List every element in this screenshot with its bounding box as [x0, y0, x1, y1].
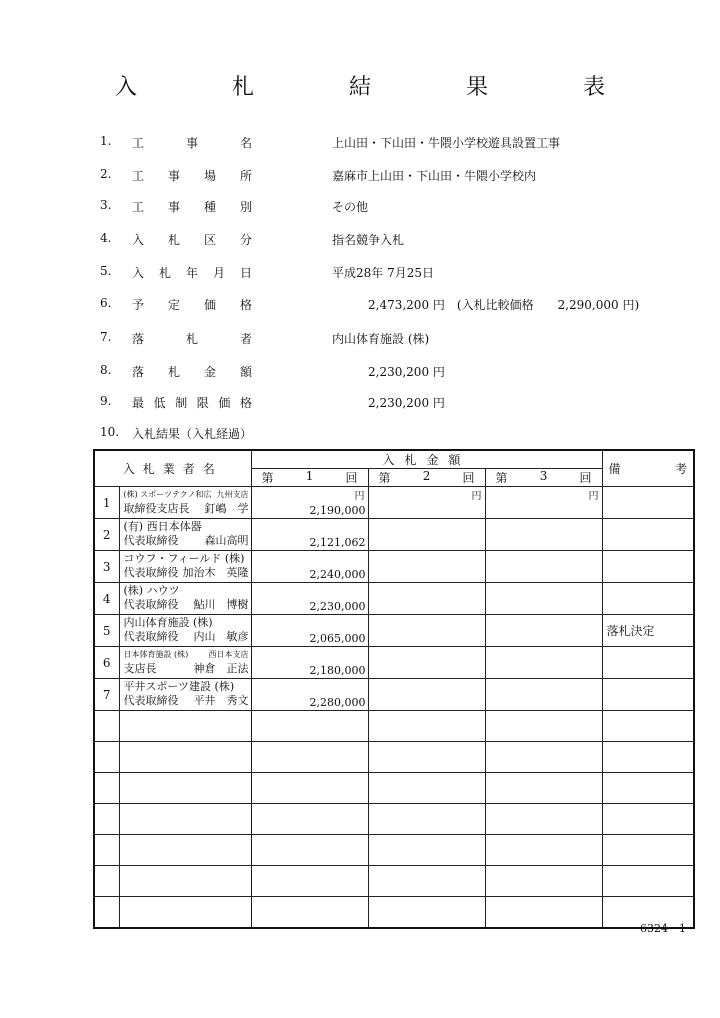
empty-cell	[368, 897, 485, 929]
bidder-company	[124, 584, 249, 598]
bid-amount-round-2	[368, 519, 485, 551]
bidder-representative	[124, 566, 249, 580]
empty-cell	[119, 804, 251, 835]
bid-amount-round-2	[368, 647, 485, 679]
item-number: 5.	[100, 264, 112, 278]
empty-cell	[94, 804, 119, 835]
row-number: 2	[94, 519, 119, 551]
item-label-char: 入	[132, 266, 145, 280]
bid-amount-value: 2,121,062	[309, 536, 366, 549]
header-remarks: 備 考	[602, 450, 694, 487]
item-value: 2,230,200 円	[368, 396, 445, 410]
bid-amount-round-1	[251, 615, 368, 647]
item-number: 3.	[100, 198, 112, 212]
item-label	[132, 330, 252, 347]
bidder-representative	[124, 534, 249, 548]
item-label-char: 制	[175, 396, 188, 410]
bid-amount-round-1	[251, 679, 368, 711]
empty-cell	[485, 773, 602, 804]
empty-cell	[251, 711, 368, 742]
bid-amount-round-1	[251, 583, 368, 615]
item-number: 10.	[100, 425, 120, 439]
remarks-cell	[602, 679, 694, 711]
empty-cell	[94, 866, 119, 897]
empty-cell	[485, 804, 602, 835]
bidder-company-part: (株) ハウツ	[123, 584, 180, 597]
bid-amount-value: 2,230,000	[309, 600, 366, 613]
item-number: 1.	[100, 134, 112, 148]
empty-cell	[94, 835, 119, 866]
item-label-char: 種	[203, 200, 216, 214]
empty-cell	[368, 835, 485, 866]
item-label-char: 日	[239, 266, 252, 280]
item-label-char: 予	[132, 298, 145, 312]
remarks-cell	[602, 551, 694, 583]
item-label-char: 札	[185, 332, 198, 346]
item-label-char: 金	[203, 365, 216, 379]
empty-cell	[94, 742, 119, 773]
bidder-representative-part: 代表取締役	[123, 534, 179, 547]
bidder-representative-part: 支店長	[123, 662, 157, 675]
empty-cell	[119, 742, 251, 773]
table-row	[94, 647, 694, 679]
empty-cell	[485, 835, 602, 866]
empty-cell	[251, 804, 368, 835]
bid-amount-value: 2,280,000	[309, 696, 366, 709]
item-label-char: 区	[203, 233, 216, 247]
bid-amount-round-1	[251, 647, 368, 679]
round-label-part: 回	[462, 471, 475, 485]
bid-amount-round-2	[368, 551, 485, 583]
bid-amount-round-2	[368, 679, 485, 711]
item-label	[132, 167, 252, 184]
bidder-company	[124, 520, 249, 534]
bidder-name	[119, 551, 251, 583]
item-label-char: 所	[239, 169, 252, 183]
bid-amount-round-2	[368, 615, 485, 647]
bidder-company-part: (株) スポーツテクノ和広	[123, 490, 212, 499]
item-label-char: 事	[185, 136, 198, 150]
round-label-part: 回	[579, 471, 592, 485]
item-number: 6.	[100, 296, 112, 310]
item-label-char: 年	[185, 266, 198, 280]
empty-cell	[485, 866, 602, 897]
bid-amount-value: 2,180,000	[309, 664, 366, 677]
row-number: 5	[94, 615, 119, 647]
empty-cell	[119, 897, 251, 929]
table-row	[94, 551, 694, 583]
bidder-representative-part: 代表取締役	[123, 598, 179, 611]
round-label-part: 回	[345, 471, 358, 485]
bid-amount-round-2	[368, 487, 485, 519]
item-label	[132, 296, 252, 313]
item-label-char: 価	[218, 396, 231, 410]
bidder-company	[124, 552, 249, 566]
bidder-company-part: 九州支店	[216, 490, 249, 499]
table-row	[94, 679, 694, 711]
item-label-char: 落	[132, 365, 145, 379]
round-label-part: 第	[261, 471, 274, 485]
bidder-name	[119, 647, 251, 679]
item-label-char: 入札結果（入札経過）	[132, 427, 253, 441]
empty-cell	[485, 711, 602, 742]
item-label	[132, 231, 252, 248]
row-number: 7	[94, 679, 119, 711]
item-number: 8.	[100, 363, 112, 377]
item-label	[132, 394, 252, 411]
item-label	[132, 363, 252, 380]
item-number: 4.	[100, 231, 112, 245]
bidder-representative-part: 平井 秀文	[193, 694, 249, 707]
empty-cell	[368, 742, 485, 773]
bidder-representative-part: 森山高明	[204, 534, 249, 547]
bid-amount-round-1	[251, 487, 368, 519]
bidder-representative	[124, 598, 249, 612]
empty-table-row	[94, 835, 694, 866]
empty-table-row	[94, 742, 694, 773]
bidder-company	[124, 680, 249, 694]
item-label-char: 札	[158, 266, 171, 280]
empty-table-row	[94, 897, 694, 929]
bidder-representative	[124, 694, 249, 708]
item-label-char: 格	[239, 298, 252, 312]
item-value: 2,230,200 円	[368, 365, 445, 379]
bid-amount-round-3	[485, 519, 602, 551]
bidder-company-part: 日本体育施設 (株)	[123, 650, 189, 659]
header-bid-amount: 入札金額	[251, 450, 602, 469]
row-number: 6	[94, 647, 119, 679]
round-label-part: 1	[305, 469, 314, 483]
bidder-representative-part: 鮎川 博樹	[193, 598, 249, 611]
item-label-char: 名	[239, 136, 252, 150]
empty-cell	[119, 773, 251, 804]
table-row	[94, 519, 694, 551]
empty-cell	[251, 897, 368, 929]
item-value: 内山体育施設 (株)	[332, 332, 430, 346]
item-value: 嘉麻市上山田・下山田・牛隈小学校内	[332, 169, 537, 183]
bidder-name	[119, 487, 251, 519]
remarks-cell	[602, 519, 694, 551]
empty-cell	[602, 773, 694, 804]
bid-amount-value: 2,240,000	[309, 568, 366, 581]
bid-amount-value: 2,065,000	[309, 632, 366, 645]
bidder-representative-part: 内山 敏彦	[193, 630, 249, 643]
item-label-char: 月	[212, 266, 225, 280]
item-label-char: 工	[132, 200, 145, 214]
item-label-char: 工	[132, 136, 145, 150]
bidder-company-part: (有) 西日本体器	[123, 520, 202, 533]
bidder-representative-part: 神倉 正法	[193, 662, 249, 675]
empty-cell	[119, 866, 251, 897]
empty-cell	[94, 897, 119, 929]
empty-cell	[368, 711, 485, 742]
item-label	[132, 425, 252, 442]
bid-amount-round-2	[368, 583, 485, 615]
bidder-representative	[124, 630, 249, 644]
remarks-cell: 落札決定	[602, 615, 694, 647]
item-number: 2.	[100, 167, 112, 181]
bid-results-table	[93, 449, 695, 929]
empty-cell	[251, 742, 368, 773]
bidder-representative-part: 釘嶋 学	[204, 502, 249, 515]
item-label	[132, 198, 252, 215]
item-label	[132, 264, 252, 281]
item-label-char: 工	[132, 169, 145, 183]
empty-cell	[251, 835, 368, 866]
yen-unit: 円	[471, 491, 482, 502]
bid-amount-round-1	[251, 551, 368, 583]
bidder-company	[124, 488, 249, 502]
item-label-char: 定	[167, 298, 180, 312]
item-label-char: 場	[203, 169, 216, 183]
empty-cell	[368, 773, 485, 804]
round-label-part: 第	[378, 471, 391, 485]
bidder-company-part: 平井スポーツ建設 (株)	[123, 680, 235, 693]
bidder-name	[119, 615, 251, 647]
item-label-char: 事	[167, 169, 180, 183]
bidder-name	[119, 519, 251, 551]
item-value: 指名競争入札	[332, 233, 405, 247]
empty-table-row	[94, 773, 694, 804]
remarks-cell	[602, 583, 694, 615]
bid-amount-round-3	[485, 647, 602, 679]
yen-unit: 円	[588, 491, 599, 502]
bidder-company-part: 内山体育施設 (株)	[123, 616, 213, 629]
empty-cell	[602, 711, 694, 742]
empty-cell	[368, 804, 485, 835]
header-round-2	[368, 469, 485, 487]
item-label	[132, 134, 252, 151]
document-title: 入 札 結 果 表	[115, 75, 649, 100]
bidder-company-part: コウフ・フィールド (株)	[123, 552, 245, 565]
bidder-company-part: 西日本支店	[208, 650, 249, 659]
item-label-char: 入	[132, 233, 145, 247]
empty-cell	[94, 711, 119, 742]
row-number: 1	[94, 487, 119, 519]
empty-cell	[251, 866, 368, 897]
bid-amount-round-3	[485, 615, 602, 647]
round-label-part: 第	[495, 471, 508, 485]
empty-table-row	[94, 804, 694, 835]
row-number: 3	[94, 551, 119, 583]
header-round-1	[251, 469, 368, 487]
empty-cell	[602, 835, 694, 866]
item-number: 7.	[100, 330, 112, 344]
empty-cell	[602, 804, 694, 835]
item-label-char: 別	[239, 200, 252, 214]
item-label-char: 限	[196, 396, 209, 410]
empty-cell	[251, 773, 368, 804]
item-label-char: 価	[203, 298, 216, 312]
empty-table-row	[94, 866, 694, 897]
empty-cell	[119, 835, 251, 866]
bid-amount-round-1	[251, 519, 368, 551]
empty-cell	[485, 742, 602, 773]
item-label-char: 格	[239, 396, 252, 410]
bid-amount-round-3	[485, 487, 602, 519]
bidder-representative	[124, 662, 249, 676]
bidder-representative-part: 代表取締役	[123, 630, 179, 643]
item-value: 平成28年 7月25日	[332, 266, 434, 280]
remarks-cell	[602, 487, 694, 519]
empty-cell	[368, 866, 485, 897]
bidder-representative-part: 取締役支店長	[123, 502, 190, 515]
bidder-representative	[124, 502, 249, 516]
bid-amount-round-3	[485, 679, 602, 711]
bidder-representative-part: 代表取締役	[123, 694, 179, 707]
round-label-part: 3	[539, 469, 548, 483]
empty-cell	[602, 742, 694, 773]
item-label-char: 札	[167, 365, 180, 379]
empty-cell	[485, 897, 602, 929]
item-value: 2,473,200 円 (入札比較価格 2,290,000 円)	[368, 298, 640, 312]
item-label-char: 低	[153, 396, 166, 410]
bidder-representative-part: 代表取締役	[123, 566, 179, 579]
item-label-char: 分	[239, 233, 252, 247]
header-bidder-name: 入札業者名	[94, 450, 251, 487]
item-value: その他	[332, 200, 369, 214]
empty-cell	[602, 866, 694, 897]
round-label-part: 2	[422, 469, 431, 483]
bid-amount-value: 2,190,000	[309, 504, 366, 517]
document-number: 6324－1	[640, 922, 686, 935]
row-number: 4	[94, 583, 119, 615]
yen-unit: 円	[354, 491, 365, 502]
bidder-company	[124, 616, 249, 630]
item-label-char: 落	[132, 332, 145, 346]
bidder-representative-part: 加治木 英隆	[182, 566, 249, 579]
item-label-char: 者	[239, 332, 252, 346]
table-row	[94, 583, 694, 615]
item-value: 上山田・下山田・牛隈小学校遊具設置工事	[332, 136, 561, 150]
item-number: 9.	[100, 394, 112, 408]
bidder-company	[124, 648, 249, 662]
item-label-char: 最	[132, 396, 145, 410]
remarks-cell	[602, 647, 694, 679]
bidder-name	[119, 583, 251, 615]
table-row	[94, 615, 694, 647]
item-label-char: 事	[167, 200, 180, 214]
empty-cell	[94, 773, 119, 804]
bid-amount-round-3	[485, 583, 602, 615]
bidder-name	[119, 679, 251, 711]
table-row	[94, 487, 694, 519]
item-label-char: 額	[239, 365, 252, 379]
empty-cell	[119, 711, 251, 742]
header-round-3	[485, 469, 602, 487]
empty-table-row	[94, 711, 694, 742]
item-label-char: 札	[167, 233, 180, 247]
bid-amount-round-3	[485, 551, 602, 583]
